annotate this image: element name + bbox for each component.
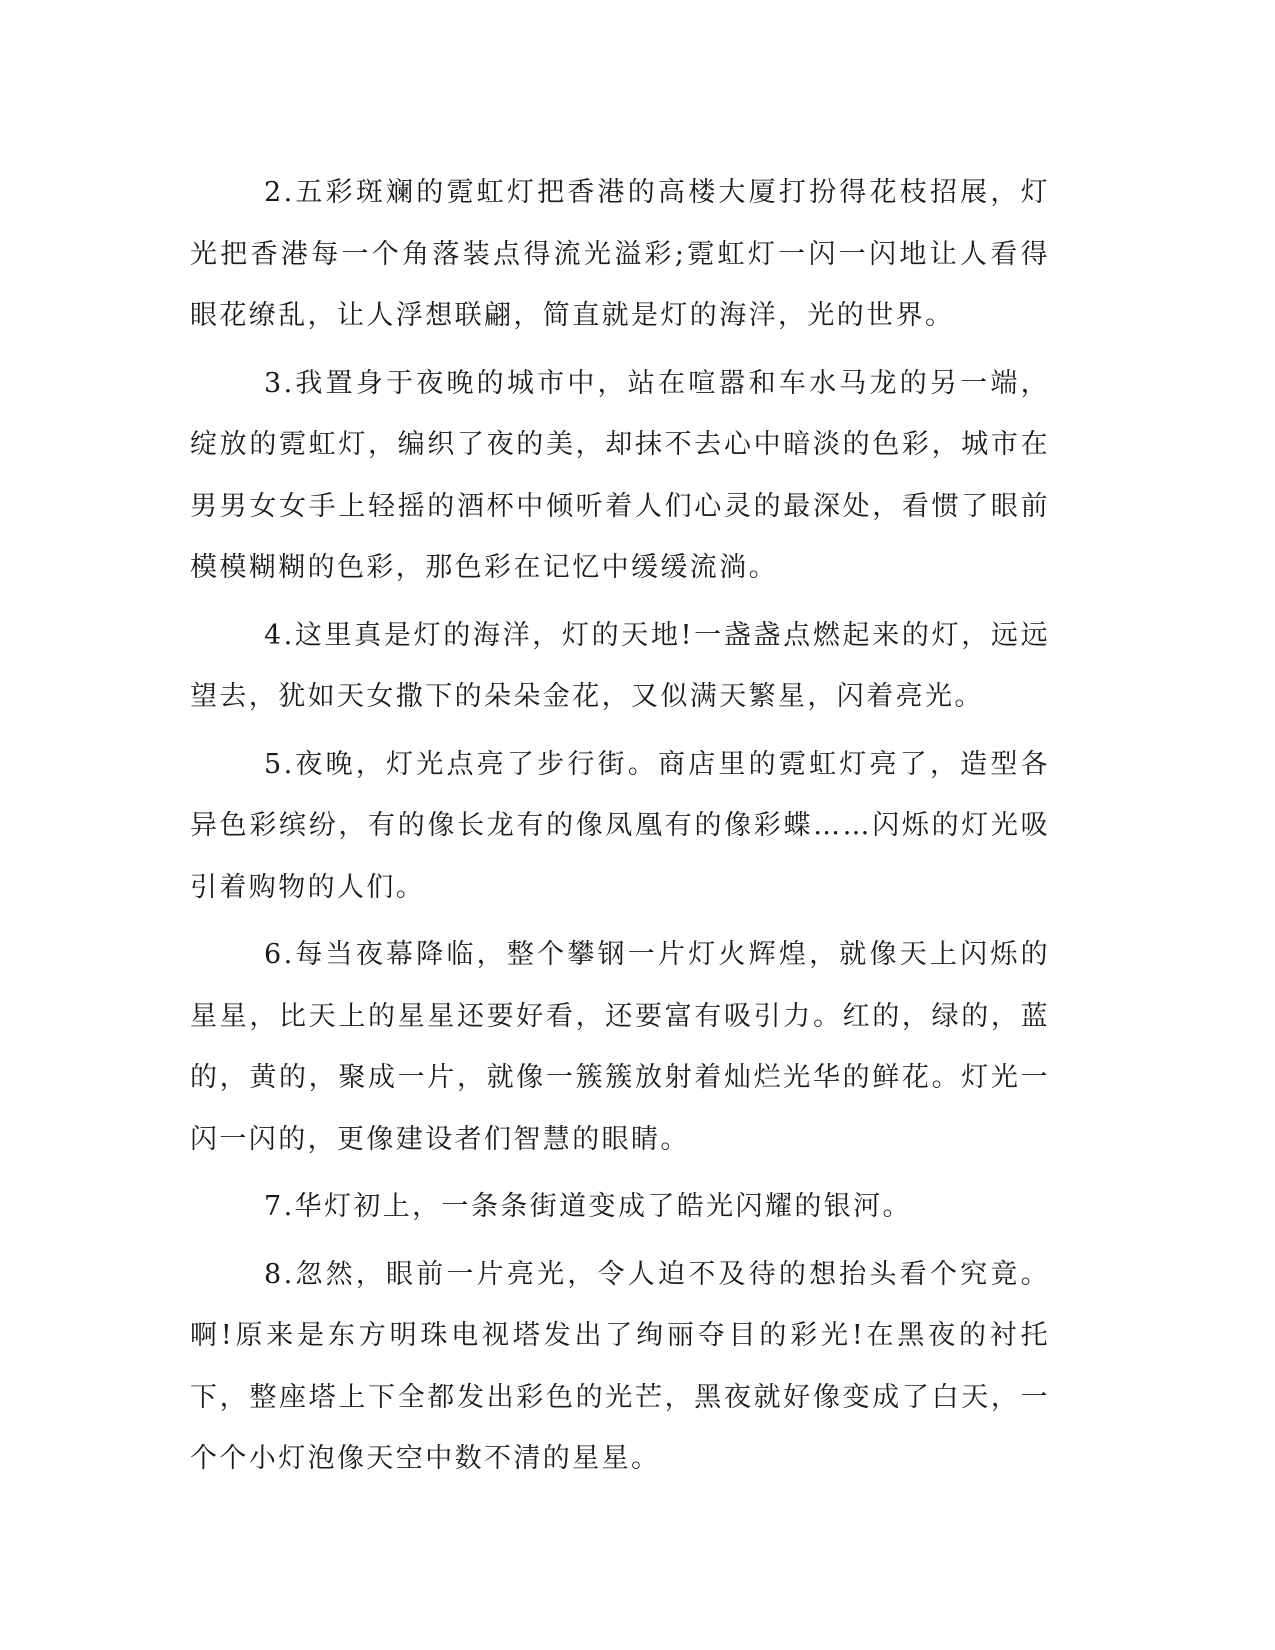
document-body xyxy=(190,162,1050,1496)
paragraph-4: 4.这里真是灯的海洋，灯的天地!一盏盏点燃起来的灯，远远望去，犹如天女撒下的朵朵金花，又似满天繁星，闪着亮光。 xyxy=(190,619,1050,712)
paragraph-7: 7.华灯初上，一条条街道变成了皓光闪耀的银河。 xyxy=(264,1191,912,1222)
paragraph-6: 6.每当夜幕降临，整个攀钢一片灯火辉煌，就像天上闪烁的星星，比天上的星星还要好看，还要富有吸引力。红的，绿的，蓝的，黄的，聚成一片，就像一簇簇放射着灿烂光华的鲜花。灯光一闪一闪的，更像建设者们智慧的眼睛。 xyxy=(190,939,1050,1155)
paragraph-3: 3.我置身于夜晚的城市中，站在喧嚣和车水马龙的另一端，绽放的霓虹灯，编织了夜的美，却抹不去心中暗淡的色彩，城市在男男女女手上轻摇的酒杯中倾听着人们心灵的最深处，看惯了眼前模模糊糊的色彩，那色彩在记忆中缓缓流淌。 xyxy=(190,367,1050,583)
paragraph-8: 8.忽然，眼前一片亮光，令人迫不及待的想抬头看个究竟。啊!原来是东方明珠电视塔发出了绚丽夺目的彩光!在黑夜的衬托下，整座塔上下全都发出彩色的光芒，黑夜就好像变成了白天，一个个小灯泡像天空中数不清的星星。 xyxy=(190,1258,1050,1474)
paragraph-5: 5.夜晚，灯光点亮了步行街。商店里的霓虹灯亮了，造型各异色彩缤纷，有的像长龙有的像凤凰有的像彩蝶……闪烁的灯光吸引着购物的人们。 xyxy=(190,748,1050,903)
paragraph-2: 2.五彩斑斓的霓虹灯把香港的高楼大厦打扮得花枝招展，灯光把香港每一个角落装点得流光溢彩;霓虹灯一闪一闪地让人看得眼花缭乱，让人浮想联翩，简直就是灯的海洋，光的世界。 xyxy=(190,177,1050,331)
